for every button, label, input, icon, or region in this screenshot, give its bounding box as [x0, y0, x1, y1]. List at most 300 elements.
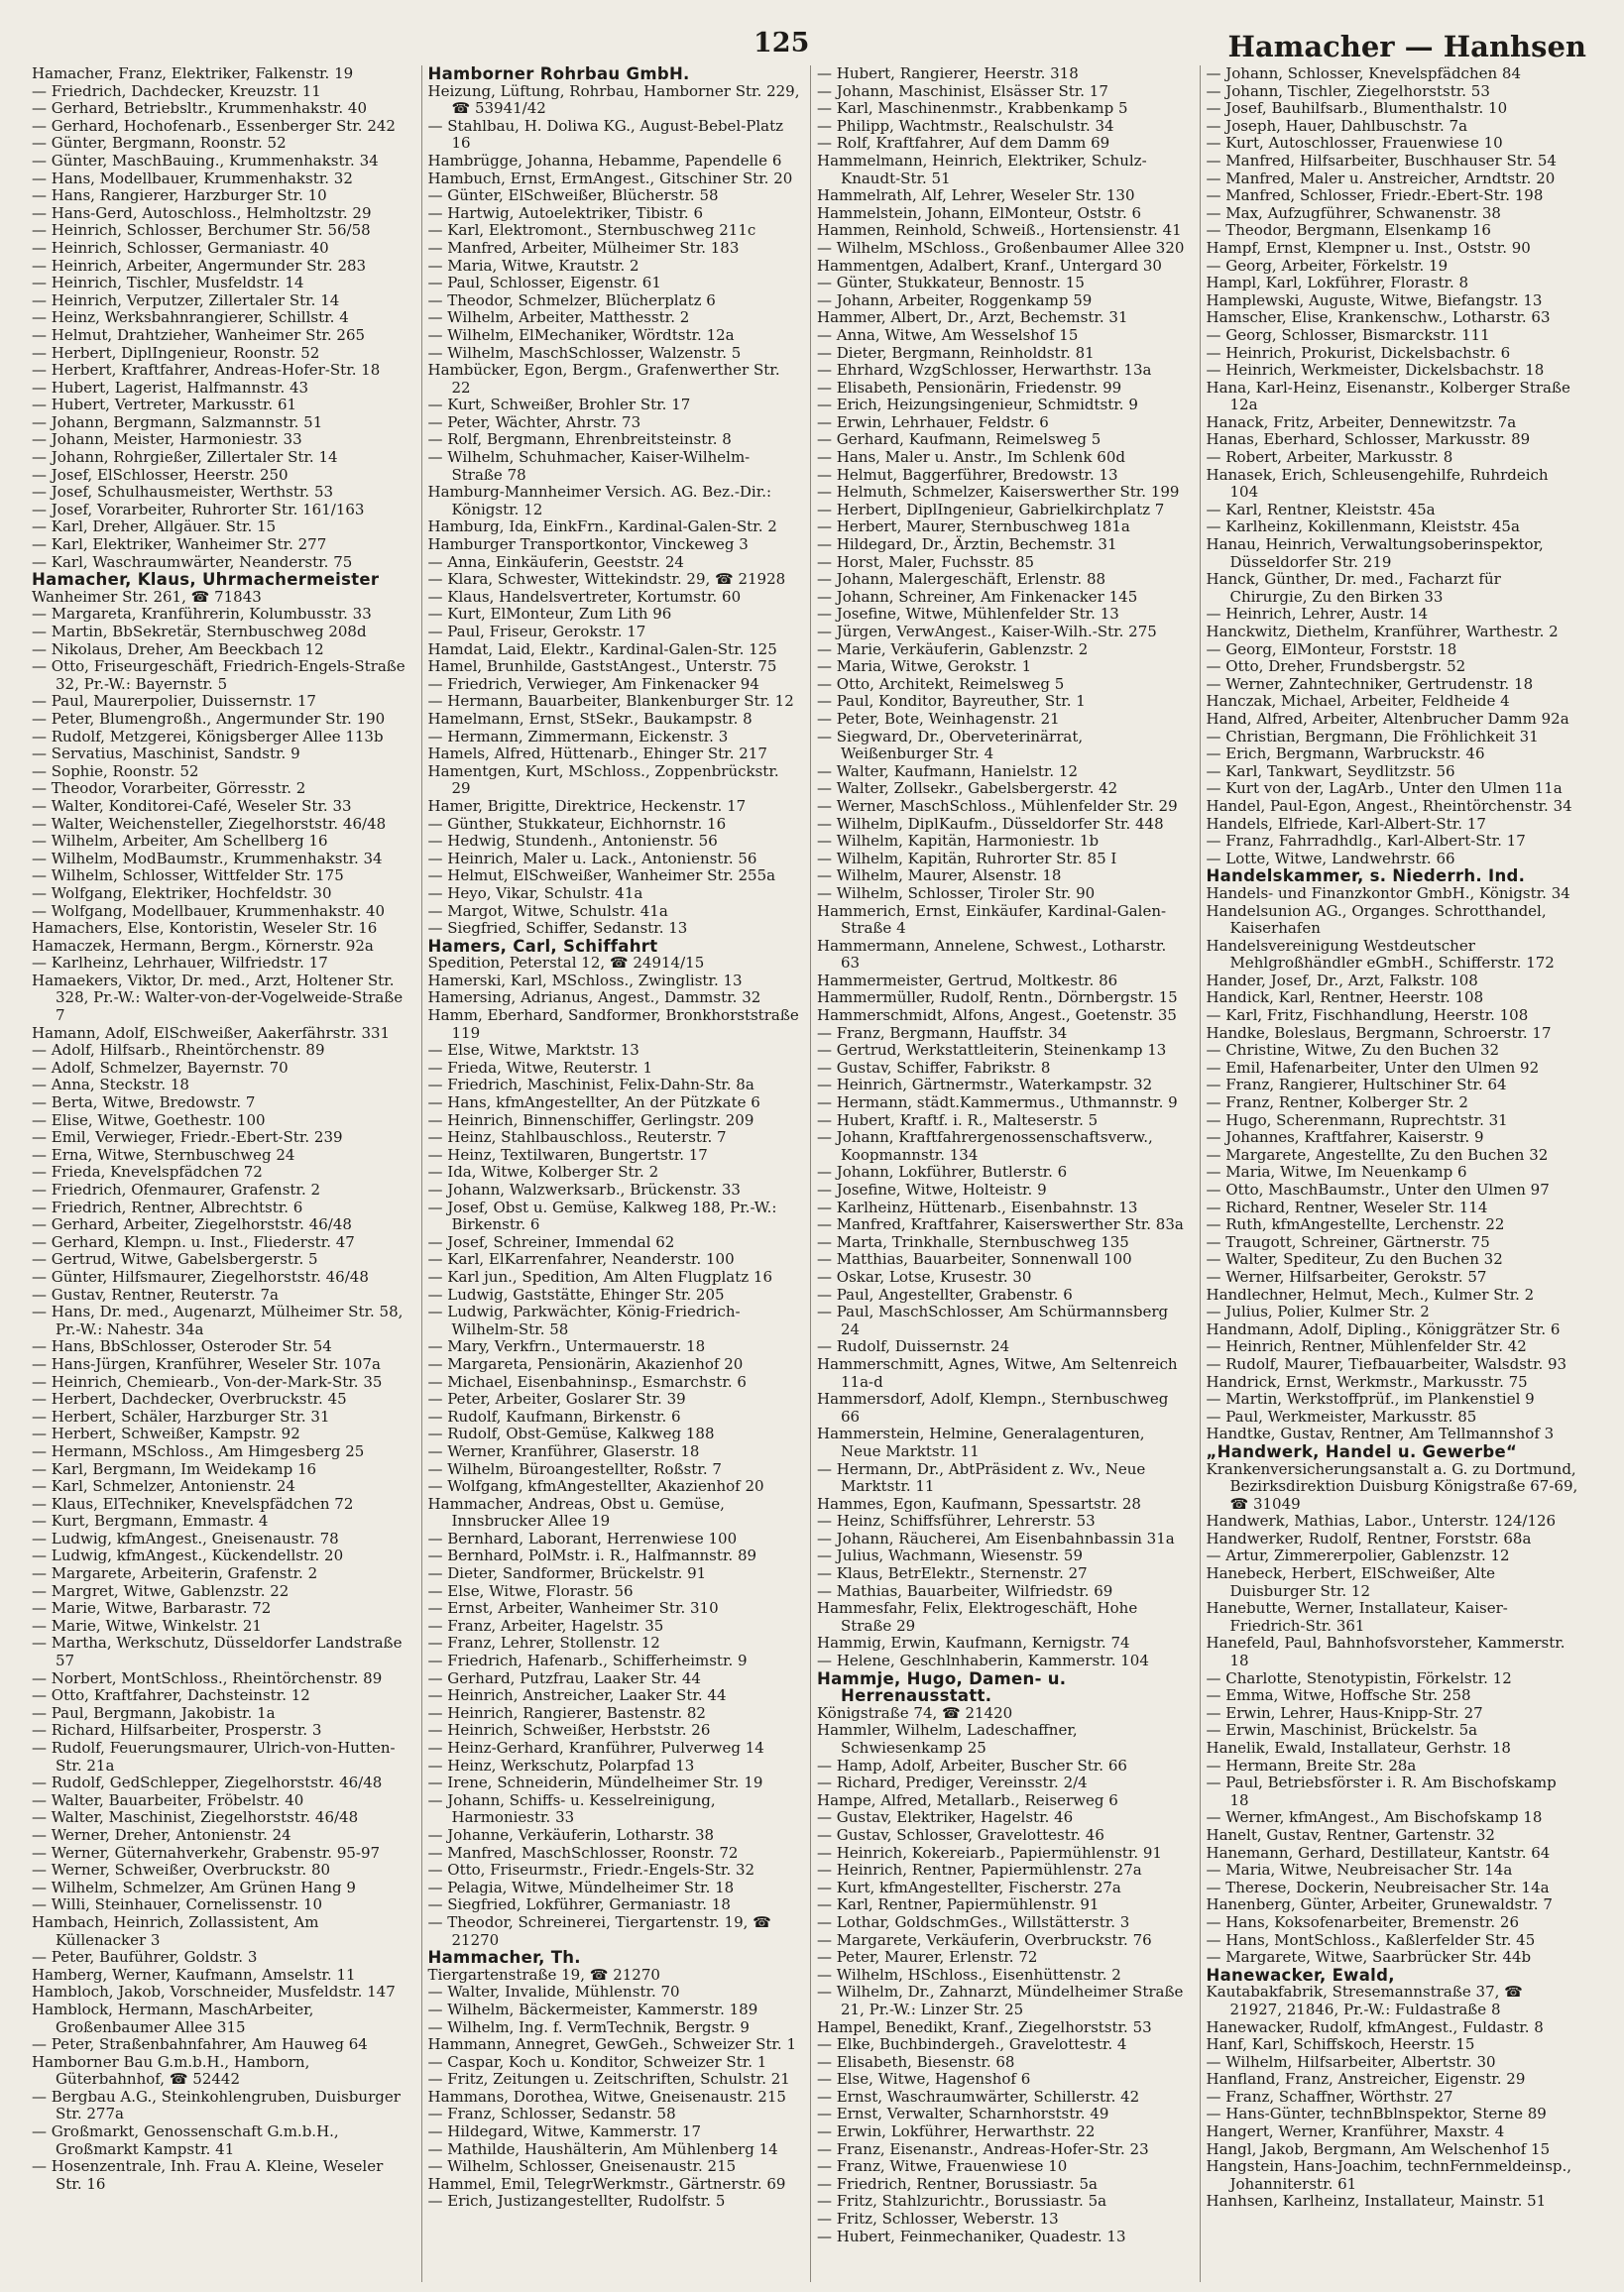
directory-entry: — Margareta, Kranführerin, Kolumbusstr. 33 — [32, 605, 372, 624]
directory-entry: — Julius, Wachmann, Wiesenstr. 59 — [817, 1547, 1084, 1565]
directory-entry: — Fritz, Schlosser, Weberstr. 13 — [817, 2210, 1059, 2229]
directory-entry: Handelsvereinigung Westdeutscher Mehlgroßhändler eGmbH., Schifferstr. 172 — [1206, 936, 1555, 973]
directory-entry: — Erich, Justizangestellter, Rudolfstr. 5 — [427, 2192, 726, 2211]
directory-entry: Hamm, Eberhard, Sandformer, Bronkhorststraße 119 — [427, 1006, 799, 1042]
directory-entry: — Heinrich, Gärtnermstr., Waterkampstr. 32 — [817, 1076, 1153, 1094]
directory-entry: — Richard, Prediger, Vereinsstr. 2/4 — [817, 1774, 1088, 1792]
directory-entry: — Rolf, Kraftfahrer, Auf dem Damm 69 — [817, 134, 1110, 153]
column-4 — [1200, 65, 1589, 2282]
directory-entry: — Heinrich, Rangierer, Bastenstr. 82 — [427, 1703, 706, 1722]
directory-entry: — Christine, Witwe, Zu den Buchen 32 — [1206, 1041, 1500, 1060]
directory-entry: — Erna, Witwe, Sternbuschweg 24 — [32, 1145, 295, 1164]
directory-entry: — Paul, Werkmeister, Markusstr. 85 — [1206, 1407, 1477, 1426]
directory-entry: — Theodor, Bergmann, Elsenkamp 16 — [1206, 221, 1491, 240]
directory-entry: — Wilhelm, DiplKaufm., Düsseldorfer Str. 448 — [817, 814, 1164, 833]
directory-entry: — Hamp, Adolf, Arbeiter, Buscher Str. 66 — [817, 1756, 1127, 1775]
directory-entry: Hammesfahr, Felix, Elektrogeschäft, Hohe Straße 29 — [817, 1599, 1138, 1635]
directory-entry: Hanck, Günther, Dr. med., Facharzt für Chirurgie, Zu den Birken 33 — [1206, 570, 1501, 606]
directory-entry: Hanebutte, Werner, Installateur, Kaiser-Friedrich-Str. 361 — [1206, 1599, 1508, 1635]
directory-entry: — Johann, Rohrgießer, Zillertaler Str. 14 — [32, 448, 338, 467]
directory-entry: — Hermann, Breite Str. 28a — [1206, 1756, 1417, 1775]
directory-entry: — Michael, Eisenbahninsp., Esmarchstr. 6 — [427, 1372, 747, 1391]
directory-entry: — Paul, MaschSchlosser, Am Schürmannsberg 24 — [817, 1303, 1169, 1338]
directory-entry: — Ludwig, kfmAngest., Kückendellstr. 20 — [32, 1547, 344, 1565]
directory-entry: — Siegfried, Schiffer, Sedanstr. 13 — [427, 919, 688, 938]
directory-entry: — Rudolf, Obst-Gemüse, Kalkweg 188 — [427, 1425, 715, 1443]
directory-entry: — Ida, Witwe, Kolberger Str. 2 — [427, 1163, 659, 1182]
directory-entry: — Karl jun., Spedition, Am Alten Flugplatz 16 — [427, 1267, 773, 1286]
directory-entry: — Manfred, Arbeiter, Mülheimer Str. 183 — [427, 238, 740, 257]
directory-entry: Hammelstein, Johann, ElMonteur, Oststr. 6 — [817, 203, 1142, 222]
directory-entry: — Günter, Hilfsmaurer, Ziegelhorststr. 46/48 — [32, 1267, 369, 1286]
directory-entry-bold: Hamers, Carl, Schiffahrt — [427, 936, 658, 956]
directory-entry: — Karl, Elektriker, Wanheimer Str. 277 — [32, 535, 327, 554]
directory-entry: — Günther, Stukkateur, Eichhornstr. 16 — [427, 814, 727, 833]
directory-entry: — Helmut, Baggerführer, Bredowstr. 13 — [817, 465, 1118, 484]
directory-entry: — Franz, Arbeiter, Hagelstr. 35 — [427, 1616, 664, 1635]
directory-entry: — Klara, Schwester, Wittekindstr. 29, ☎ 21928 — [427, 570, 786, 589]
directory-entry: — Werner, Zahntechniker, Gertrudenstr. 18 — [1206, 674, 1534, 693]
directory-entry: Hammans, Dorothea, Witwe, Gneisenaustr. 215 — [427, 2087, 786, 2106]
directory-entry: Hamann, Adolf, ElSchweißer, Aakerfährstr. 331 — [32, 1023, 391, 1042]
directory-entry: — Bernhard, PolMstr. i. R., Halfmannstr. 89 — [427, 1547, 757, 1565]
directory-entry: — Johann, Walzwerksarb., Brückenstr. 33 — [427, 1181, 741, 1199]
directory-entry: — Josef, Schulhausmeister, Werthstr. 53 — [32, 483, 334, 502]
directory-entry: Hamentgen, Kurt, MSchloss., Zoppenbrückstr. 29 — [427, 761, 779, 798]
directory-entry: — Otto, Architekt, Reimelsweg 5 — [817, 674, 1065, 693]
directory-entry: — Rolf, Bergmann, Ehrenbreitsteinstr. 8 — [427, 430, 732, 449]
directory-entry: — Heinrich, Arbeiter, Angermunder Str. 283 — [32, 256, 367, 275]
directory-entry: — Heinrich, Tischler, Musfeldstr. 14 — [32, 274, 304, 292]
directory-entry: — Wolfgang, Elektriker, Hochfeldstr. 30 — [32, 883, 332, 902]
directory-entry: — Manfred, Kraftfahrer, Kaiserswerther Str. 83a — [817, 1215, 1184, 1234]
directory-entry: — Heinrich, Schweißer, Herbststr. 26 — [427, 1721, 711, 1740]
directory-entry: — Hans, Koksofenarbeiter, Bremenstr. 26 — [1206, 1912, 1519, 1931]
directory-entry: — Manfred, MaschSchlosser, Roonstr. 72 — [427, 1843, 739, 1862]
directory-entry: Handwerker, Rudolf, Rentner, Forststr. 68a — [1206, 1529, 1532, 1547]
directory-entry: — Franz, Schlosser, Sedanstr. 58 — [427, 2105, 676, 2123]
directory-entry: Krankenversicherungsanstalt a. G. zu Dortmund, Bezirksdirektion Duisburg Königstraße 67-69, ☎ 31049 — [1206, 1459, 1578, 1513]
directory-entry: — Karl, Rentner, Kleiststr. 45a — [1206, 500, 1436, 518]
directory-entry: — Hubert, Vertreter, Markusstr. 61 — [32, 396, 297, 414]
directory-entry: Hamburg-Mannheimer Versich. AG. Bez.-Dir.: Königstr. 12 — [427, 483, 772, 518]
directory-entry: Hambloch, Jakob, Vorschneider, Musfeldstr. 147 — [32, 1983, 396, 2002]
directory-entry: — Elisabeth, Biesenstr. 68 — [817, 2052, 1015, 2071]
column-2 — [421, 65, 811, 2282]
directory-entry: Hammes, Egon, Kaufmann, Spessartstr. 28 — [817, 1494, 1141, 1513]
directory-entry: Hamburger Transportkontor, Vinckeweg 3 — [427, 535, 749, 554]
directory-entry: — Wilhelm, ModBaumstr., Krummenhakstr. 34 — [32, 849, 383, 867]
directory-entry: — Josef, Obst u. Gemüse, Kalkweg 188, Pr.-W.: Birkenstr. 6 — [427, 1198, 777, 1234]
directory-entry: — Karl, Rentner, Papiermühlenstr. 91 — [817, 1895, 1100, 1914]
directory-entry: — Heyo, Vikar, Schulstr. 41a — [427, 883, 643, 902]
directory-entry: Hamburg, Ida, EinkFrn., Kardinal-Galen-Str. 2 — [427, 517, 777, 536]
directory-entry: — Hermann, MSchloss., Am Himgesberg 25 — [32, 1441, 365, 1460]
directory-entry: — Walter, Konditorei-Café, Weseler Str. 33 — [32, 796, 352, 815]
directory-entry: — Ernst, Arbeiter, Wanheimer Str. 310 — [427, 1599, 719, 1618]
directory-entry: — Günter, ElSchweißer, Blücherstr. 58 — [427, 186, 719, 205]
running-head: Hamacher — Hanhsen — [1227, 30, 1586, 63]
directory-entry: Hanfland, Franz, Anstreicher, Eigenstr. 29 — [1206, 2070, 1526, 2089]
directory-entry: — Walter, Zollsekr., Gabelsbergerstr. 42 — [817, 779, 1118, 798]
directory-entry: — Heinrich, Kokereiarb., Papiermühlenstr. 91 — [817, 1843, 1162, 1862]
directory-entry: — Friedrich, Verwieger, Am Finkenacker 94 — [427, 674, 759, 693]
directory-entry: Hampf, Ernst, Klempner u. Inst., Oststr. 90 — [1206, 238, 1531, 257]
directory-entry: — Bergbau A.G., Steinkohlengruben, Duisburger Str. 277a — [32, 2087, 401, 2123]
directory-entry: — Richard, Hilfsarbeiter, Prosperstr. 3 — [32, 1721, 322, 1740]
directory-entry: — Paul, Maurerpolier, Duissernstr. 17 — [32, 692, 316, 711]
directory-entry: — Philipp, Wachtmstr., Realschulstr. 34 — [817, 116, 1114, 135]
directory-entry: — Johanne, Verkäuferin, Lotharstr. 38 — [427, 1825, 715, 1844]
directory-entry: — Emil, Verwieger, Friedr.-Ebert-Str. 239 — [32, 1128, 343, 1147]
directory-entry: — Therese, Dockerin, Neubreisacher Str. 14a — [1206, 1878, 1550, 1896]
directory-entry: — Klaus, Handelsvertreter, Kortumstr. 60 — [427, 587, 742, 606]
directory-entry: — Marta, Trinkhalle, Sternbuschweg 135 — [817, 1232, 1129, 1251]
directory-entry: — Mary, Verkfrn., Untermauerstr. 18 — [427, 1337, 706, 1356]
directory-entry: — Rudolf, Maurer, Tiefbauarbeiter, Walsdstr. 93 — [1206, 1354, 1567, 1373]
directory-entry: — Margarete, Arbeiterin, Grafenstr. 2 — [32, 1564, 318, 1583]
directory-entry: — Kurt, Schweißer, Brohler Str. 17 — [427, 396, 691, 414]
directory-entry: — Johann, Schlosser, Knevelspfädchen 84 — [1206, 64, 1522, 82]
directory-entry: Hanack, Fritz, Arbeiter, Dennewitzstr. 7a — [1206, 412, 1517, 431]
directory-entry: — Hans, Rangierer, Harzburger Str. 10 — [32, 186, 327, 205]
directory-entry: — Heinz, Textilwaren, Bungertstr. 17 — [427, 1145, 708, 1164]
directory-entry: — Friedrich, Rentner, Albrechtstr. 6 — [32, 1198, 303, 1216]
directory-entry: — Johann, Schreiner, Am Finkenacker 145 — [817, 587, 1138, 606]
directory-entry: Hanckwitz, Diethelm, Kranführer, Warthestr. 2 — [1206, 623, 1559, 640]
directory-entry: — Peter, Straßenbahnfahrer, Am Hauweg 64 — [32, 2035, 368, 2054]
directory-entry: — Nikolaus, Dreher, Am Beeckbach 12 — [32, 639, 324, 658]
directory-entry: — Wilhelm, Maurer, Alsenstr. 18 — [817, 866, 1062, 885]
directory-entry: — Helene, Geschlnhaberin, Kammerstr. 104 — [817, 1652, 1149, 1670]
directory-entry: — Wolfgang, kfmAngestellter, Akazienhof 20 — [427, 1477, 764, 1496]
directory-entry: Hanas, Eberhard, Schlosser, Markusstr. 89 — [1206, 430, 1531, 449]
directory-entry: — Caspar, Koch u. Konditor, Schweizer Str. 1 — [427, 2052, 767, 2071]
directory-entry: — Kurt von der, LagArb., Unter den Ulmen 11a — [1206, 779, 1563, 798]
directory-entry: Hana, Karl-Heinz, Eisenanstr., Kolberger Straße 12a — [1206, 378, 1570, 414]
directory-entry: — Rudolf, Metzgerei, Königsberger Allee 113b — [32, 727, 384, 745]
directory-entry: — Margareta, Pensionärin, Akazienhof 20 — [427, 1354, 744, 1373]
directory-entry: Hangl, Jakob, Bergmann, Am Welschenhof 15 — [1206, 2139, 1551, 2158]
directory-entry: — Hans, Dr. med., Augenarzt, Mülheimer Str. 58, Pr.-W.: Nahestr. 34a — [32, 1303, 404, 1338]
directory-entry: — Traugott, Schreiner, Gärtnerstr. 75 — [1206, 1232, 1490, 1251]
directory-entry: — Siegfried, Lokführer, Germaniastr. 18 — [427, 1895, 731, 1914]
directory-entry: — Karl, Bergmann, Im Weidekamp 16 — [32, 1459, 317, 1478]
directory-entry: — Herbert, Schäler, Harzburger Str. 31 — [32, 1407, 330, 1426]
directory-entry: Hamberg, Werner, Kaufmann, Amselstr. 11 — [32, 1965, 356, 1984]
directory-entry: — Wilhelm, Schlosser, Tiroler Str. 90 — [817, 883, 1096, 902]
directory-entry: — Martha, Werkschutz, Düsseldorfer Landstraße 57 — [32, 1634, 403, 1670]
directory-entry: — Hubert, Kraftf. i. R., Malteserstr. 5 — [817, 1110, 1099, 1129]
directory-columns — [32, 65, 1588, 2282]
directory-entry: — Karlheinz, Lehrhauer, Wilfriedstr. 17 — [32, 954, 328, 973]
directory-entry: Hanhsen, Karlheinz, Installateur, Mainstr. 51 — [1206, 2192, 1547, 2211]
directory-entry: — Georg, ElMonteur, Forststr. 18 — [1206, 639, 1457, 658]
directory-entry: — Heinrich, Chemiearb., Von-der-Mark-Str. 35 — [32, 1372, 383, 1391]
directory-entry: Hanefeld, Paul, Bahnhofsvorsteher, Kammerstr. 18 — [1206, 1634, 1566, 1670]
directory-entry: — Walter, Bauarbeiter, Fröbelstr. 40 — [32, 1790, 304, 1809]
directory-entry: Hamel, Brunhilde, GaststAngest., Unterstr. 75 — [427, 657, 777, 676]
directory-entry: — Wilhelm, Schlosser, Gneisenaustr. 215 — [427, 2157, 737, 2176]
directory-entry: Hangert, Werner, Kranführer, Maxstr. 4 — [1206, 2122, 1505, 2141]
directory-entry: — Margarete, Verkäuferin, Overbruckstr. 76 — [817, 1930, 1152, 1949]
directory-entry: — Karl, Elektromont., Sternbuschweg 211c — [427, 221, 756, 240]
directory-entry: Hander, Josef, Dr., Arzt, Falkstr. 108 — [1206, 971, 1478, 989]
directory-entry: Hammerich, Ernst, Einkäufer, Kardinal-Galen-Straße 4 — [817, 901, 1167, 938]
directory-entry: Wanheimer Str. 261, ☎ 71843 — [32, 587, 262, 606]
directory-entry: Hanewacker, Rudolf, kfmAngest., Fuldastr. 8 — [1206, 2017, 1544, 2036]
directory-entry: — Paul, Angestellter, Grabenstr. 6 — [817, 1285, 1073, 1304]
directory-entry: Hammermüller, Rudolf, Rentn., Dörnbergstr. 15 — [817, 988, 1178, 1007]
directory-entry: — Heinz-Gerhard, Kranführer, Pulverweg 14 — [427, 1739, 764, 1757]
directory-entry: Hammermann, Annelene, Schwest., Lotharstr. 63 — [817, 936, 1167, 973]
directory-entry-bold: Hammje, Hugo, Damen- u. Herrenausstatt. — [817, 1668, 1067, 1706]
directory-entry: — Josefine, Witwe, Holteistr. 9 — [817, 1181, 1047, 1199]
directory-entry: Hammermeister, Gertrud, Moltkestr. 86 — [817, 971, 1118, 989]
directory-entry: — Johann, Schiffs- u. Kesselreinigung, Harmoniestr. 33 — [427, 1790, 716, 1827]
directory-entry: Handels- und Finanzkontor GmbH., Königstr. 34 — [1206, 883, 1570, 902]
directory-entry: Hammel, Emil, TelegrWerkmstr., Gärtnerstr. 69 — [427, 2174, 786, 2193]
directory-entry-bold: Hanewacker, Ewald, — [1206, 1965, 1395, 1985]
directory-entry: Hanasek, Erich, Schleusengehilfe, Ruhrdeich 104 — [1206, 465, 1549, 502]
directory-entry: — Hans, Modellbauer, Krummenhakstr. 32 — [32, 169, 353, 187]
directory-entry: — Helmuth, Schmelzer, Kaiserswerther Str. 199 — [817, 483, 1180, 502]
directory-entry: — Ludwig, kfmAngest., Gneisenaustr. 78 — [32, 1529, 339, 1547]
directory-entry: — Oskar, Lotse, Krusestr. 30 — [817, 1267, 1032, 1286]
directory-entry: Königstraße 74, ☎ 21420 — [817, 1703, 1013, 1722]
directory-entry: — Hubert, Lagerist, Halfmannstr. 43 — [32, 378, 309, 397]
directory-entry: — Josef, Schreiner, Immendal 62 — [427, 1232, 675, 1251]
directory-entry: — Wilhelm, MaschSchlosser, Walzenstr. 5 — [427, 343, 742, 362]
directory-entry: — Karl, Waschraumwärter, Neanderstr. 75 — [32, 552, 353, 571]
directory-entry: — Siegward, Dr., Oberveterinärrat, Weißenburger Str. 4 — [817, 727, 1084, 763]
directory-entry: — Theodor, Vorarbeiter, Görresstr. 2 — [32, 779, 306, 798]
directory-entry: — Hosenzentrale, Inh. Frau A. Kleine, Weseler Str. 16 — [32, 2157, 384, 2193]
directory-entry: Handlechner, Helmut, Mech., Kulmer Str. 2 — [1206, 1285, 1535, 1304]
directory-entry: — Josef, Vorarbeiter, Ruhrorter Str. 161/163 — [32, 500, 365, 518]
directory-entry: — Margot, Witwe, Schulstr. 41a — [427, 901, 668, 920]
directory-entry: — Peter, Wächter, Ahrstr. 73 — [427, 412, 641, 431]
directory-entry: — Hermann, Bauarbeiter, Blankenburger Str. 12 — [427, 692, 794, 711]
directory-entry: Tiergartenstraße 19, ☎ 21270 — [427, 1965, 660, 1984]
directory-entry: Hanelik, Ewald, Installateur, Gerhstr. 18 — [1206, 1739, 1511, 1757]
directory-entry: — Erich, Heizungsingenieur, Schmidtstr. 9 — [817, 396, 1138, 414]
directory-entry: Hamaekers, Viktor, Dr. med., Arzt, Holtener Str. 328, Pr.-W.: Walter-von-der-Vogelweide-Straße 7 — [32, 971, 404, 1025]
directory-entry: — Erwin, Maschinist, Brückelstr. 5a — [1206, 1721, 1478, 1740]
directory-entry: — Wilhelm, Dr., Zahnarzt, Mündelheimer Straße 21, Pr.-W.: Linzer Str. 25 — [817, 1983, 1184, 2018]
directory-entry: — Karl, Schmelzer, Antonienstr. 24 — [32, 1477, 295, 1496]
directory-entry: — Franz, Lehrer, Stollenstr. 12 — [427, 1634, 660, 1653]
directory-entry: Hammig, Erwin, Kaufmann, Kernigstr. 74 — [817, 1634, 1130, 1653]
directory-entry: Hamdat, Laid, Elektr., Kardinal-Galen-Str. 125 — [427, 639, 777, 658]
directory-entry: — Anna, Steckstr. 18 — [32, 1076, 189, 1094]
directory-entry: — Paul, Betriebsförster i. R. Am Bischofskamp 18 — [1206, 1774, 1557, 1809]
directory-entry: — Gerhard, Putzfrau, Laaker Str. 44 — [427, 1668, 701, 1687]
directory-entry: — Peter, Bote, Weinhagenstr. 21 — [817, 709, 1060, 728]
directory-entry: — Heinz, Werksbahnrangierer, Schillstr. 4 — [32, 308, 349, 327]
directory-entry: Hangstein, Hans-Joachim, technFernmeldeinsp., Johanniterstr. 61 — [1206, 2157, 1572, 2193]
directory-entry: — Lothar, GoldschmGes., Willstätterstr. 3 — [817, 1912, 1130, 1931]
directory-entry: — Gertrud, Witwe, Gabelsbergerstr. 5 — [32, 1250, 318, 1269]
directory-entry: — Werner, Hilfsarbeiter, Gerokstr. 57 — [1206, 1267, 1487, 1286]
directory-entry: — Marie, Witwe, Winkelstr. 21 — [32, 1616, 262, 1635]
directory-entry: Hambach, Heinrich, Zollassistent, Am Küllenacker 3 — [32, 1912, 319, 1949]
directory-entry: — Hedwig, Stundenh., Antonienstr. 56 — [427, 832, 718, 851]
directory-entry: Kautabakfabrik, Stresemannstraße 37, ☎ 21927, 21846, Pr.-W.: Fuldastraße 8 — [1206, 1983, 1523, 2018]
directory-entry: Handtke, Gustav, Rentner, Am Tellmannshof 3 — [1206, 1425, 1555, 1443]
directory-entry: — Max, Aufzugführer, Schwanenstr. 38 — [1206, 203, 1501, 222]
directory-entry: Hampe, Alfred, Metallarb., Reiserweg 6 — [817, 1790, 1118, 1809]
directory-entry: — Paul, Bergmann, Jakobistr. 1a — [32, 1703, 276, 1722]
directory-entry: — Klaus, ElTechniker, Knevelspfädchen 72 — [32, 1494, 354, 1513]
directory-entry: — Maria, Witwe, Neubreisacher Str. 14a — [1206, 1861, 1513, 1880]
directory-entry: — Walter, Invalide, Mühlenstr. 70 — [427, 1983, 680, 2002]
directory-entry: Hammer, Albert, Dr., Arzt, Bechemstr. 31 — [817, 308, 1128, 327]
directory-entry: Hambücker, Egon, Bergm., Grafenwerther Str. 22 — [427, 361, 780, 397]
directory-entry: — Karl, Dreher, Allgäuer. Str. 15 — [32, 517, 277, 536]
directory-entry: — Emma, Witwe, Hoffsche Str. 258 — [1206, 1686, 1471, 1705]
directory-entry: — Wilhelm, Schuhmacher, Kaiser-Wilhelm-Straße 78 — [427, 448, 751, 484]
directory-entry: Hamachers, Else, Kontoristin, Weseler Str. 16 — [32, 919, 378, 938]
directory-entry: — Günter, MaschBauing., Krummenhakstr. 34 — [32, 151, 379, 170]
directory-entry: — Manfred, Hilfsarbeiter, Buschhauser Str. 54 — [1206, 151, 1557, 170]
directory-entry: Hampel, Benedikt, Kranf., Ziegelhorststr. 53 — [817, 2017, 1152, 2036]
directory-entry: — Gerhard, Hochofenarb., Essenberger Str. 242 — [32, 116, 396, 135]
directory-entry: — Johann, Meister, Harmoniestr. 33 — [32, 430, 302, 449]
directory-entry: — Herbert, Kraftfahrer, Andreas-Hofer-Str. 18 — [32, 361, 381, 380]
directory-entry-bold: Hammacher, Th. — [427, 1948, 581, 1968]
directory-entry: Hanebeck, Herbert, ElSchweißer, Alte Duisburger Str. 12 — [1206, 1564, 1495, 1600]
directory-entry: — Wolfgang, Modellbauer, Krummenhakstr. 40 — [32, 901, 386, 920]
directory-entry: — Peter, Blumengroßh., Angermunder Str. 190 — [32, 709, 386, 728]
directory-entry: — Herbert, Schweißer, Kampstr. 92 — [32, 1425, 300, 1443]
directory-entry: — Gerhard, Klempn. u. Inst., Fliederstr. 47 — [32, 1232, 355, 1251]
directory-entry: — Karl, Tankwart, Seydlitzstr. 56 — [1206, 761, 1455, 780]
directory-entry: — Hermann, städt.Kammermus., Uthmannstr. 9 — [817, 1093, 1178, 1112]
directory-entry: — Heinz, Stahlbauschloss., Reuterstr. 7 — [427, 1128, 727, 1147]
directory-entry: Hammacher, Andreas, Obst u. Gemüse, Innsbrucker Allee 19 — [427, 1494, 725, 1531]
directory-entry: — Fritz, Zeitungen u. Zeitschriften, Schulstr. 21 — [427, 2070, 790, 2089]
directory-entry: — Marie, Verkäuferin, Gablenzstr. 2 — [817, 639, 1089, 658]
directory-entry: Hanenberg, Günter, Arbeiter, Grunewaldstr. 7 — [1206, 1895, 1553, 1914]
page-number: 125 — [754, 28, 810, 58]
directory-entry: — Heinrich, Schlosser, Berchumer Str. 56/58 — [32, 221, 371, 240]
directory-entry: Hanf, Karl, Schiffskoch, Heerstr. 15 — [1206, 2035, 1475, 2054]
directory-entry: — Hermann, Zimmermann, Eickenstr. 3 — [427, 727, 729, 745]
directory-entry: Hamplewski, Auguste, Witwe, Biefangstr. 13 — [1206, 290, 1543, 309]
directory-entry: — Charlotte, Stenotypistin, Förkelstr. 12 — [1206, 1668, 1512, 1687]
directory-entry: — Hubert, Rangierer, Heerstr. 318 — [817, 64, 1079, 82]
directory-entry: — Friedrich, Ofenmaurer, Grafenstr. 2 — [32, 1181, 321, 1199]
directory-entry: — Friedrich, Hafenarb., Schifferheimstr. 9 — [427, 1652, 748, 1670]
directory-entry: — Klaus, BetrElektr., Sternenstr. 27 — [817, 1564, 1088, 1583]
directory-entry: — Hans-Günter, technBblnspektor, Sterne 89 — [1206, 2105, 1547, 2123]
directory-entry: — Otto, Friseurmstr., Friedr.-Engels-Str. 32 — [427, 1861, 755, 1880]
directory-entry: — Johann, Lokführer, Butlerstr. 6 — [817, 1163, 1068, 1182]
directory-entry: — Heinz, Schiffsführer, Lehrerstr. 53 — [817, 1512, 1096, 1531]
directory-entry: Hamaczek, Hermann, Bergm., Körnerstr. 92a — [32, 936, 374, 955]
directory-entry: — Hans, BbSchlosser, Osteroder Str. 54 — [32, 1337, 332, 1356]
directory-entry: — Gerhard, Arbeiter, Ziegelhorststr. 46/48 — [32, 1215, 352, 1234]
directory-entry: — Peter, Maurer, Erlenstr. 72 — [817, 1948, 1038, 1967]
directory-entry: Hammelmann, Heinrich, Elektriker, Schulz-Knaudt-Str. 51 — [817, 151, 1147, 187]
directory-entry: — Friedrich, Dachdecker, Kreuzstr. 11 — [32, 81, 321, 100]
directory-entry: Handmann, Adolf, Dipling., Königgrätzer Str. 6 — [1206, 1319, 1561, 1338]
directory-entry: Hammersdorf, Adolf, Klempn., Sternbuschweg 66 — [817, 1390, 1169, 1426]
directory-entry: — Adolf, Hilfsarb., Rheintörchenstr. 89 — [32, 1041, 325, 1060]
directory-entry: Hammler, Wilhelm, Ladeschaffner, Schwiesenkamp 25 — [817, 1721, 1078, 1757]
directory-entry: Handelsunion AG., Organges. Schrotthandel, Kaiserhafen — [1206, 901, 1547, 938]
directory-entry: — Dieter, Bergmann, Reinholdstr. 81 — [817, 343, 1095, 362]
directory-entry: — Rudolf, Duissernstr. 24 — [817, 1337, 1010, 1356]
directory-entry: — Elisabeth, Pensionärin, Friedenstr. 99 — [817, 378, 1122, 397]
directory-entry: — Werner, MaschSchloss., Mühlenfelder Str. 29 — [817, 796, 1178, 815]
directory-entry: — Kurt, Autoschlosser, Frauenwiese 10 — [1206, 134, 1503, 153]
directory-entry: — Franz, Schaffner, Wörthstr. 27 — [1206, 2087, 1453, 2106]
directory-entry: — Heinrich, Verputzer, Zillertaler Str. 14 — [32, 290, 340, 309]
directory-entry: — Elise, Witwe, Goethestr. 100 — [32, 1110, 266, 1129]
directory-entry: — Wilhelm, HSchloss., Eisenhüttenstr. 2 — [817, 1965, 1121, 1984]
directory-entry: Hamelmann, Ernst, StSekr., Baukampstr. 8 — [427, 709, 753, 728]
directory-entry: — Maria, Witwe, Gerokstr. 1 — [817, 657, 1032, 676]
directory-entry: Hamels, Alfred, Hüttenarb., Ehinger Str. 217 — [427, 745, 767, 763]
directory-entry: Hammen, Reinhold, Schweiß., Hortensienstr. 41 — [817, 221, 1182, 240]
directory-entry: Hammerschmidt, Alfons, Angest., Goetenstr. 35 — [817, 1006, 1177, 1025]
directory-entry: — Großmarkt, Genossenschaft G.m.b.H., Großmarkt Kampstr. 41 — [32, 2122, 339, 2158]
directory-entry: — Jürgen, VerwAngest., Kaiser-Wilh.-Str. 275 — [817, 623, 1157, 640]
directory-entry: Hammerschmitt, Agnes, Witwe, Am Seltenreich 11a-d — [817, 1354, 1178, 1391]
directory-entry: — Hans, Maler u. Anstr., Im Schlenk 60d — [817, 448, 1125, 467]
directory-entry: — Karlheinz, Kokillenmann, Kleiststr. 45a — [1206, 517, 1520, 536]
directory-entry: — Erwin, Lokführer, Herwarthstr. 22 — [817, 2122, 1096, 2141]
directory-entry: — Friedrich, Rentner, Borussiastr. 5a — [817, 2174, 1098, 2193]
directory-entry: — Hans, kfmAngestellter, An der Pützkate 6 — [427, 1093, 760, 1112]
directory-entry: — Maria, Witwe, Krautstr. 2 — [427, 256, 639, 275]
directory-entry: — Franz, Bergmann, Hauffstr. 34 — [817, 1023, 1068, 1042]
directory-entry: — Franz, Rentner, Kolberger Str. 2 — [1206, 1093, 1468, 1112]
directory-entry: — Werner, Kranführer, Glaserstr. 18 — [427, 1441, 700, 1460]
directory-entry: Hamer, Brigitte, Direktrice, Heckenstr. 17 — [427, 796, 747, 815]
directory-entry: — Gerhard, Betriebsltr., Krummenhakstr. 40 — [32, 99, 368, 118]
directory-entry: — Lotte, Witwe, Landwehrstr. 66 — [1206, 849, 1455, 867]
directory-entry: — Else, Witwe, Marktstr. 13 — [427, 1041, 639, 1060]
directory-entry: — Hans-Gerd, Autoschloss., Helmholtzstr. 29 — [32, 203, 372, 222]
directory-entry: — Otto, Dreher, Frundsbergstr. 52 — [1206, 657, 1466, 676]
directory-entry: — Walter, Spediteur, Zu den Buchen 32 — [1206, 1250, 1503, 1269]
directory-entry: — Norbert, MontSchloss., Rheintörchenstr. 89 — [32, 1668, 383, 1687]
directory-entry: Handel, Paul-Egon, Angest., Rheintörchenstr. 34 — [1206, 796, 1572, 815]
directory-entry: — Johann, Bergmann, Salzmannstr. 51 — [32, 412, 323, 431]
directory-entry: Hanczak, Michael, Arbeiter, Feldheide 4 — [1206, 692, 1510, 711]
directory-entry: — Pelagia, Witwe, Mündelheimer Str. 18 — [427, 1878, 735, 1896]
directory-entry: — Erwin, Lehrhauer, Feldstr. 6 — [817, 412, 1049, 431]
directory-entry: — Johann, Räucherei, Am Eisenbahnbassin 31a — [817, 1529, 1175, 1547]
directory-entry: — Kurt, Bergmann, Emmastr. 4 — [32, 1512, 269, 1531]
directory-entry: — Johann, Kraftfahrergenossenschaftsverw., Koopmannstr. 134 — [817, 1128, 1153, 1164]
directory-entry: — Emil, Hafenarbeiter, Unter den Ulmen 92 — [1206, 1058, 1540, 1077]
directory-entry: — Wilhelm, Kapitän, Harmoniestr. 1b — [817, 832, 1100, 851]
directory-entry: — Julius, Polier, Kulmer Str. 2 — [1206, 1303, 1430, 1321]
directory-entry: Handwerk, Mathias, Labor., Unterstr. 124/126 — [1206, 1512, 1557, 1531]
directory-entry: — Karl, Maschinenmstr., Krabbenkamp 5 — [817, 99, 1128, 118]
directory-entry: — Heinrich, Rentner, Papiermühlenstr. 27a — [817, 1861, 1142, 1880]
directory-entry: — Wilhelm, Hilfsarbeiter, Albertstr. 30 — [1206, 2052, 1496, 2071]
directory-entry: — Ruth, kfmAngestellte, Lerchenstr. 22 — [1206, 1215, 1505, 1234]
directory-entry: — Stahlbau, H. Doliwa KG., August-Bebel-Platz 16 — [427, 116, 784, 153]
directory-entry: — Wilhelm, Schmelzer, Am Grünen Hang 9 — [32, 1878, 356, 1896]
directory-entry: Hanemann, Gerhard, Destillateur, Kantstr. 64 — [1206, 1843, 1551, 1862]
directory-entry: — Hildegard, Witwe, Kammerstr. 17 — [427, 2122, 702, 2141]
